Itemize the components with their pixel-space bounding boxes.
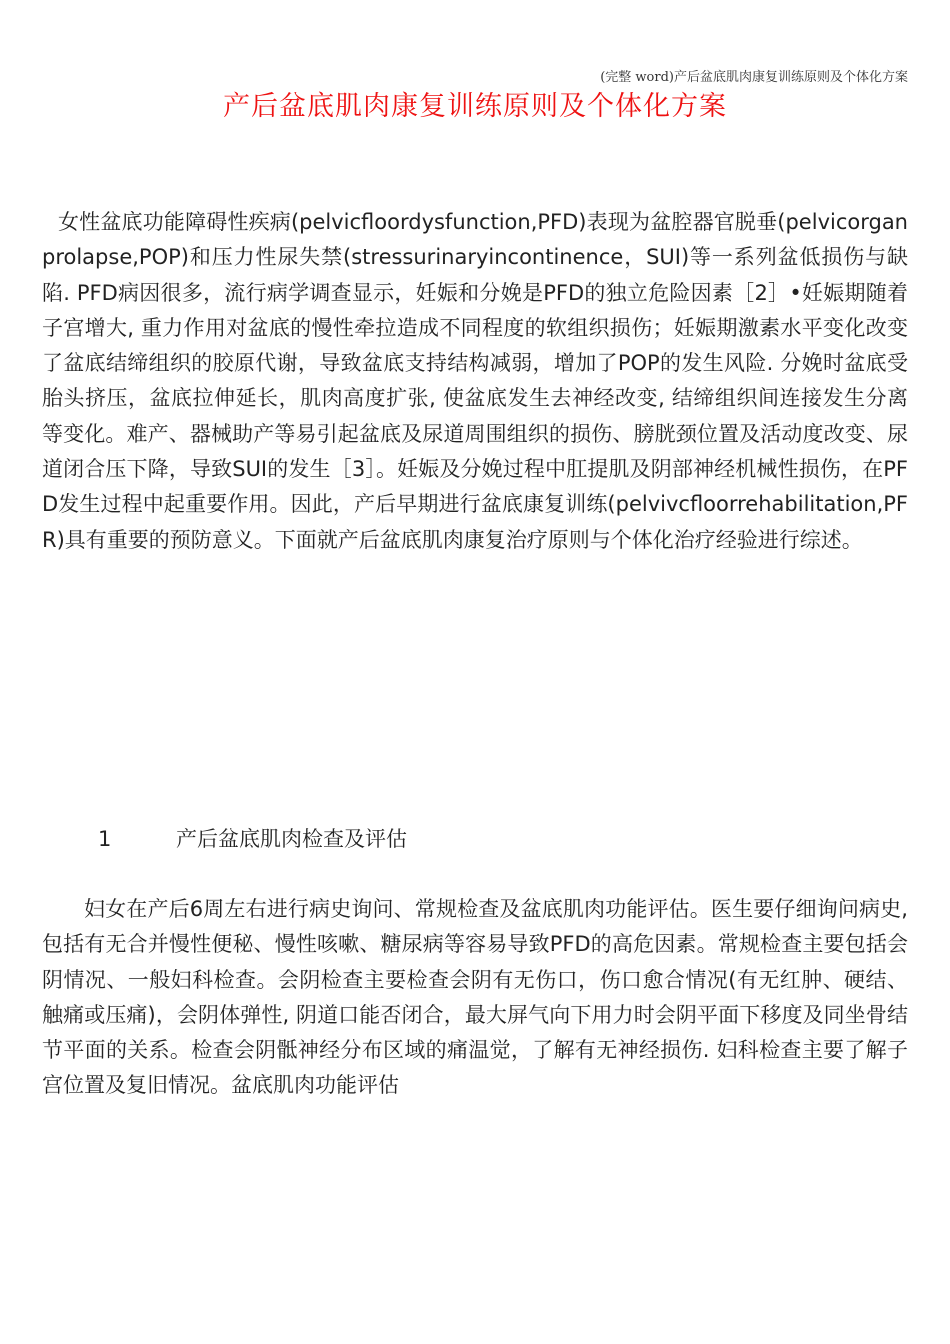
intro-paragraph: 女性盆底功能障碍性疾病(pelvicfloordysfunction,PFD)表现为盆腔器官脱垂(pelvicorganprolapse,POP)和压力性尿失禁(stressurinaryincontinence，SUI)等一系列盆低损伤与缺陷. PFD病因很多，流行病学调查显示，妊娠和分娩是PFD的独立危险因素［2］•妊娠期随着子宫增大, 重力作用对盆底的慢性牵拉造成不同程度的软组织损伤；妊娠期激素水平变化改变了盆底结缔组织的胶原代谢，导致盆底支持结构减弱，增加了POP的发生风险. 分娩时盆底受胎头挤压，盆底拉伸延长，肌肉高度扩张, 使盆底发生去神经改变, 结缔组织间连接发生分离等变化。难产、器械助产等易引起盆底及尿道周围组织的损伤、膀胱颈位置及活动度改变、尿道闭合压下降，导致SUI的发生［3］。妊娠及分娩过程中肛提肌及阴部神经机械性损伤，在PFD发生过程中起重要作用。因此，产后早期进行盆底康复训练(pelvivcfloorrehabilitation,PFR)具有重要的预防意义。下面就产后盆底肌肉康复治疗原则与个体化治疗经验进行综述。	[42, 210, 908, 552]
body-paragraph: 妇女在产后6周左右进行病史询问、常规检查及盆底肌肉功能评估。医生要仔细询问病史, 包括有无合并慢性便秘、慢性咳嗽、糖尿病等容易导致PFD的高危因素。常规检查主要包括会阴情况、一般妇科检查。会阴检查主要检查会阴有无伤口，伤口愈合情况(有无红肿、硬结、触痛或压痛)，会阴体弹性, 阴道口能否闭合，最大屏气向下用力时会阴平面下移度及同坐骨结节平面的关系。检查会阴骶神经分布区域的痛温觉，了解有无神经损伤. 妇科检查主要了解子宫位置及复旧情况。盆底肌肉功能评估	[42, 897, 908, 1098]
running-header: (完整 word)产后盆底肌肉康复训练原则及个体化方案	[600, 70, 908, 85]
section-title: 产后盆底肌肉检查及评估	[176, 827, 407, 851]
section-heading	[98, 822, 407, 857]
document-title: 产后盆底肌肉康复训练原则及个体化方案	[223, 91, 727, 122]
section-number: 1	[98, 827, 112, 851]
